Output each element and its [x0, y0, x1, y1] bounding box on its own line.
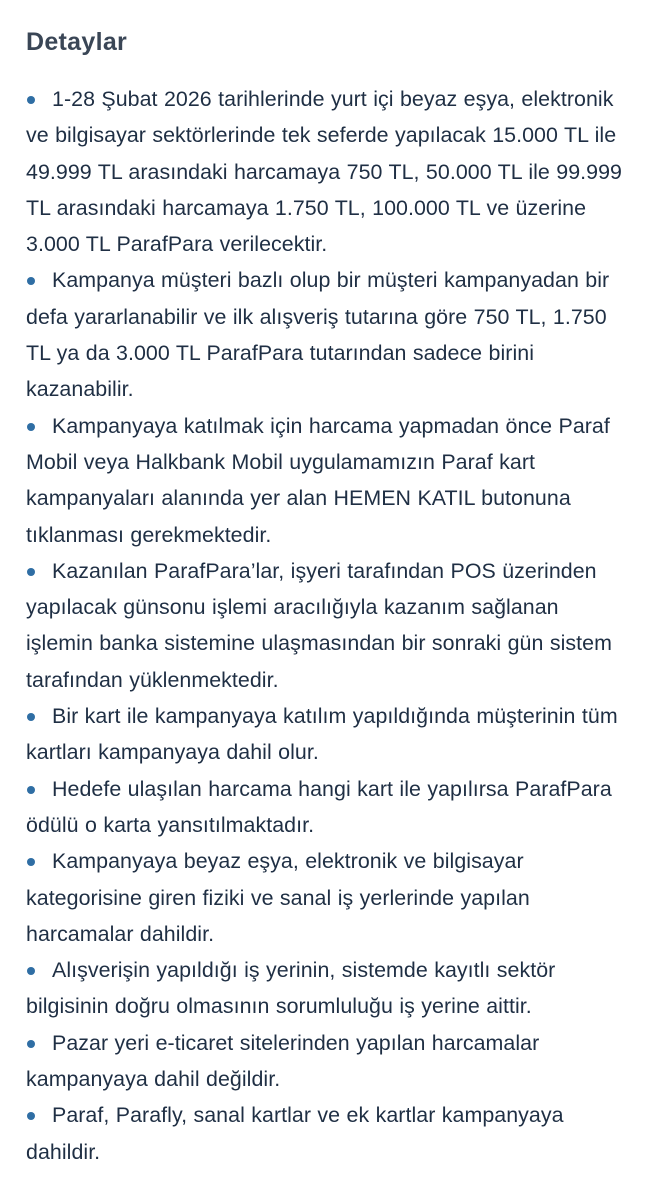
- list-item-text: Kampanyaya beyaz eşya, elektronik ve bilgisayar kategorisine giren fiziki ve sanal iş yerlerinde yapılan harcamalar dahildir.: [26, 849, 530, 946]
- list-item-text: 1-28 Şubat 2026 tarihlerinde yurt içi beyaz eşya, elektronik ve bilgisayar sektörlerinde tek seferde yapılacak 15.000 TL ile 49.999 TL arasındaki harcamaya 750 TL, 50.000 TL ile 99.999 TL arasındaki harcamaya 1.750 TL, 100.000 TL ve üzerine 3.000 TL ParafPara verilecektir.: [26, 87, 622, 257]
- bullet-dot-icon: [27, 423, 35, 431]
- list-item-text: Kazanılan ParafPara’lar, işyeri tarafından POS üzerinden yapılacak günsonu işlemi aracılığıyla kazanım sağlanan işlemin banka sistemine ulaşmasından bir sonraki gün sistem tarafından yüklenmektedir.: [26, 558, 612, 692]
- list-item-text: Kampanyaya katılmak için harcama yapmadan önce Paraf Mobil veya Halkbank Mobil uygulamamızın Paraf kart kampanyaları alanında yer alan HEMEN KATIL butonuna tıklanması gerekmektedir.: [26, 413, 610, 547]
- list-item-text: Hedefe ulaşılan harcama hangi kart ile yapılırsa ParafPara ödülü o karta yansıtılmaktadır.: [26, 776, 612, 837]
- list-item: [26, 698, 630, 771]
- list-item: [26, 262, 630, 407]
- list-item-text: Pazar yeri e-ticaret sitelerinden yapılan harcamalar kampanyaya dahil değildir.: [26, 1030, 540, 1092]
- bullet-dot-icon: [27, 967, 35, 975]
- list-item-text: Bir kart ile kampanyaya katılım yapıldığında müşterinin tüm kartları kampanyaya dahil olur.: [26, 704, 618, 765]
- bullet-dot-icon: [27, 786, 35, 794]
- bullet-dot-icon: [27, 713, 35, 721]
- list-item: [26, 843, 630, 952]
- bullet-dot-icon: [27, 96, 35, 104]
- bullet-dot-icon: [27, 568, 35, 576]
- section-title: Detaylar: [26, 28, 128, 56]
- details-list: [26, 81, 630, 1170]
- list-item: [26, 408, 630, 553]
- list-item: [26, 1097, 630, 1170]
- list-item-text: Paraf, Parafly, sanal kartlar ve ek kartlar kampanyaya dahildir.: [26, 1103, 564, 1164]
- list-item: [26, 771, 630, 844]
- list-item-text: Kampanya müşteri bazlı olup bir müşteri kampanyadan bir defa yararlanabilir ve ilk alışveriş tutarına göre 750 TL, 1.750 TL ya da 3.000 TL ParafPara tutarından sadece birini kazanabilir.: [26, 268, 610, 402]
- list-item: [26, 81, 630, 262]
- bullet-dot-icon: [27, 277, 35, 285]
- list-item: [26, 1025, 630, 1098]
- list-item-text: Alışverişin yapıldığı iş yerinin, sistemde kayıtlı sektör bilgisinin doğru olmasının sorumluluğu iş yerine aittir.: [26, 958, 556, 1019]
- bullet-dot-icon: [27, 1040, 35, 1048]
- list-item: [26, 952, 630, 1025]
- bullet-dot-icon: [27, 858, 35, 866]
- list-item: [26, 553, 630, 698]
- bullet-dot-icon: [27, 1112, 35, 1120]
